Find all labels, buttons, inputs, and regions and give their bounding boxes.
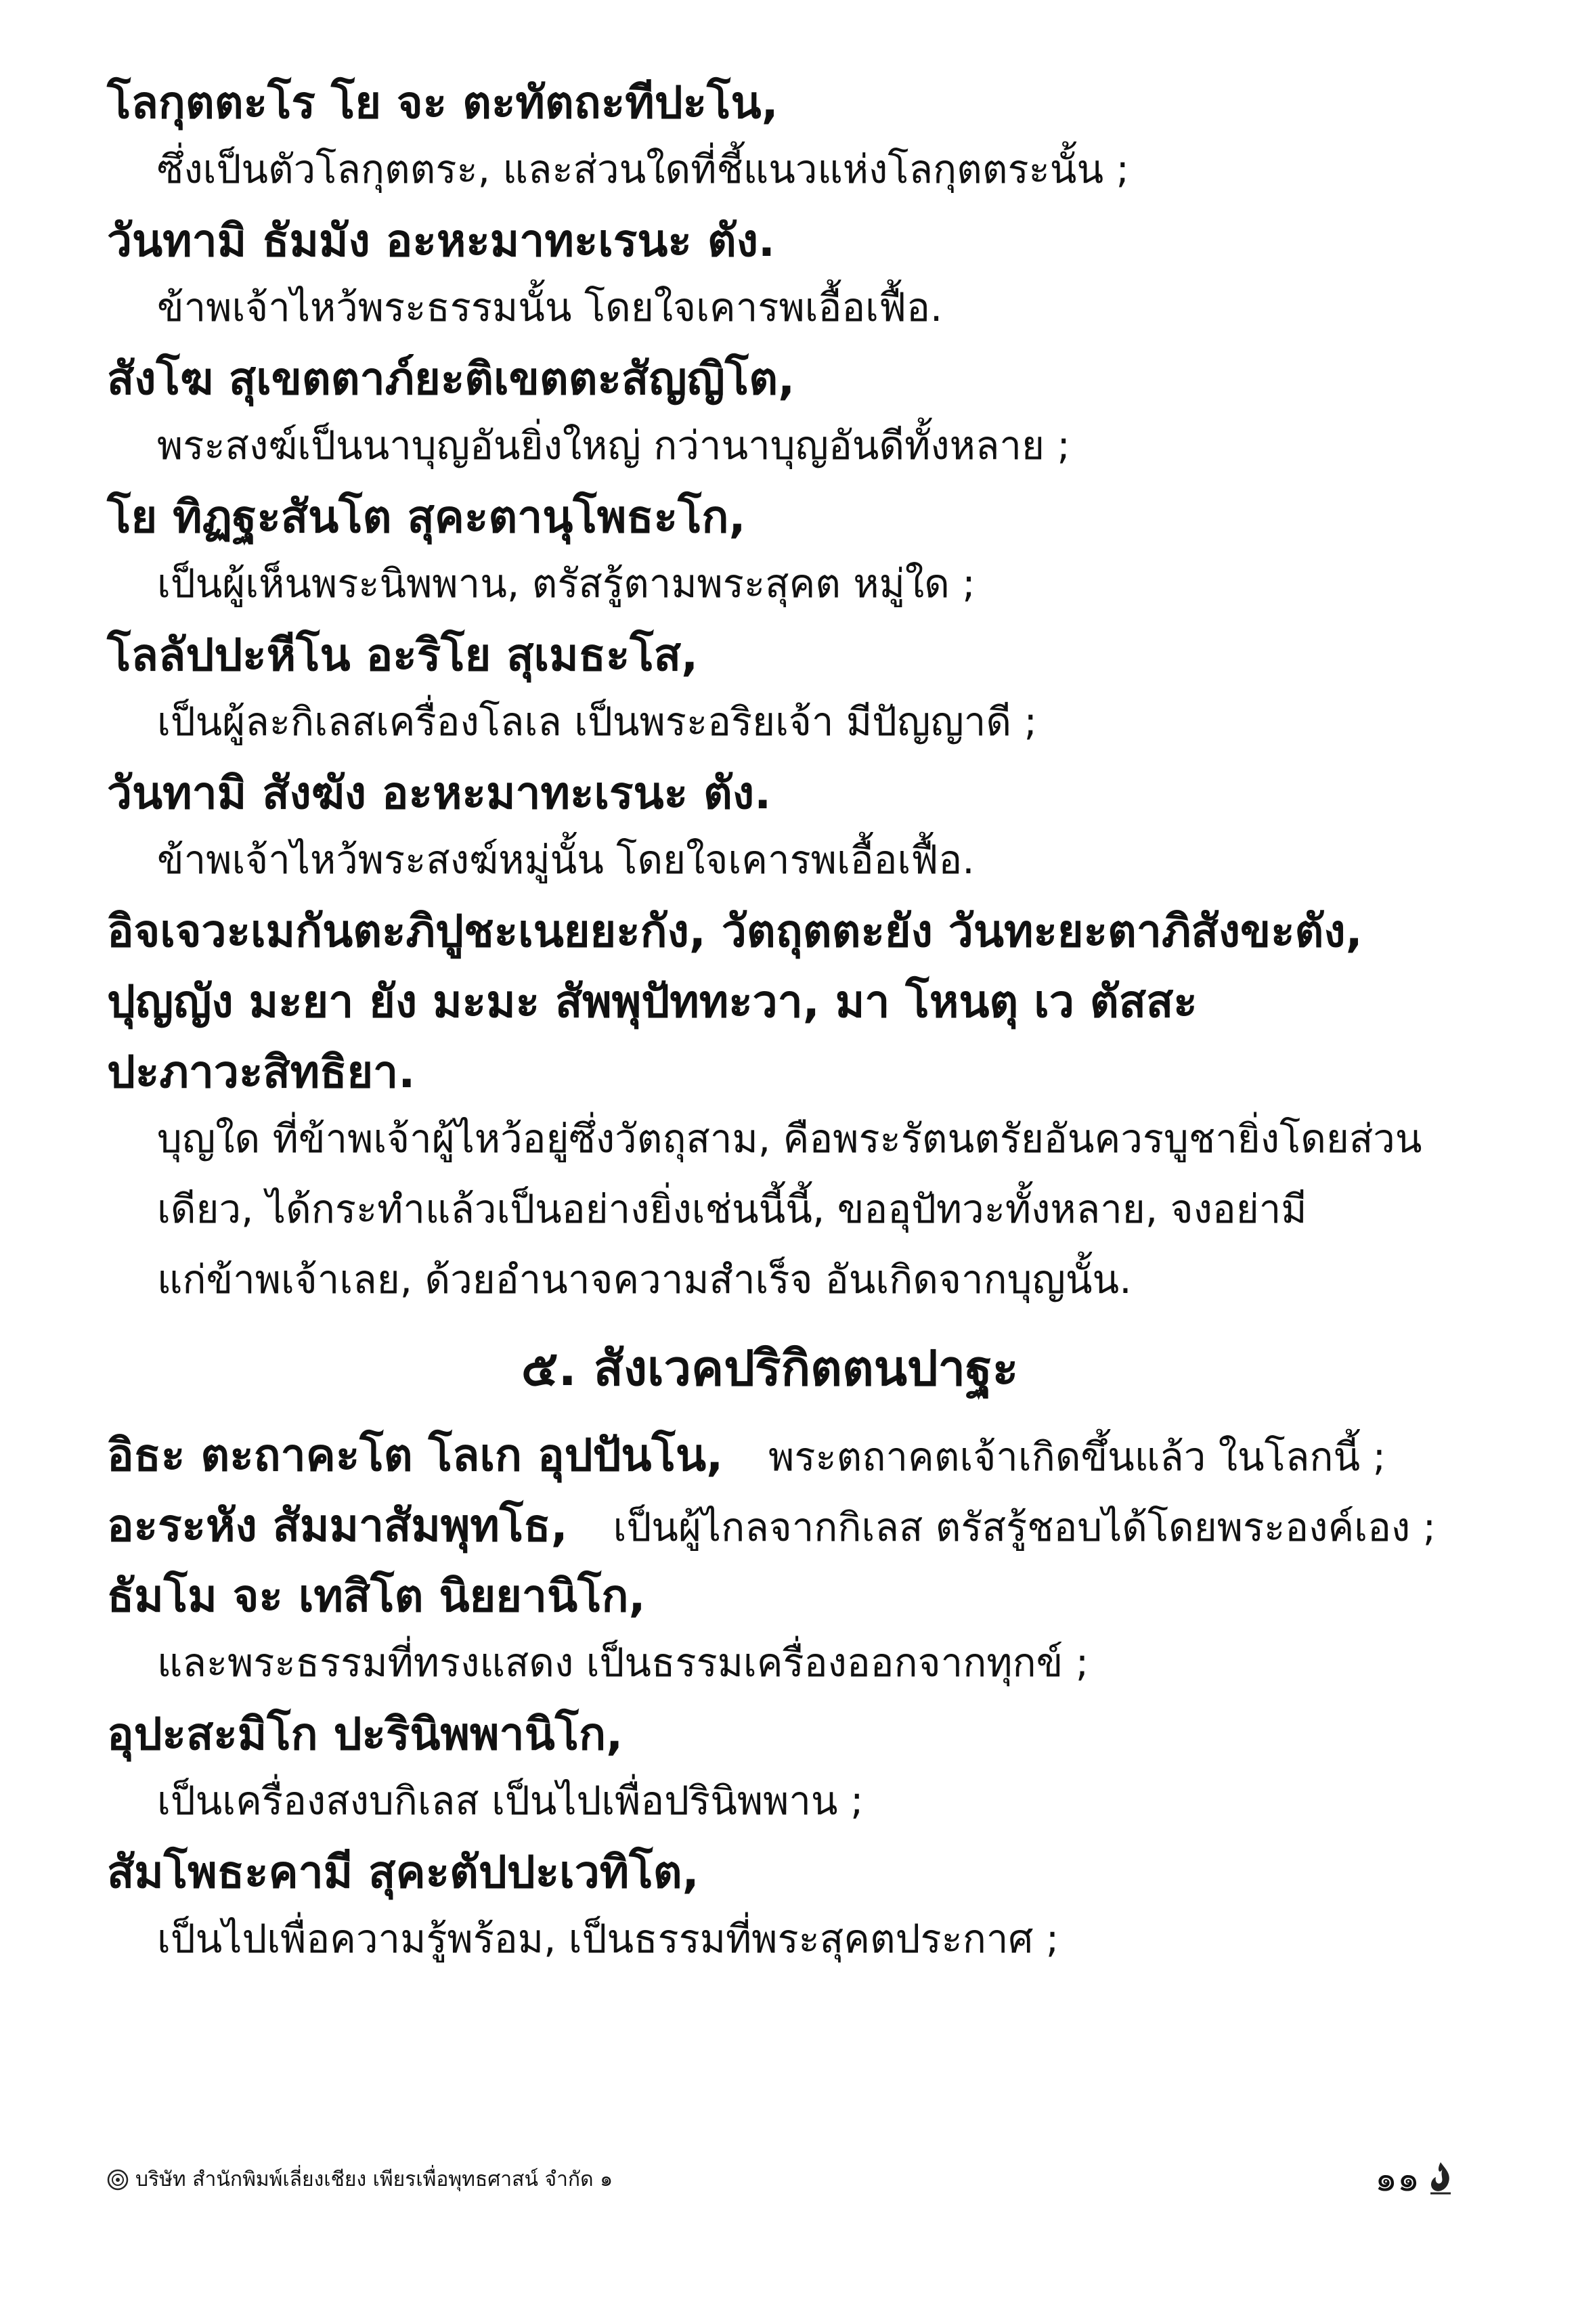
chant-pali-line: โย ทิฏฐะสันโต สุคะตานุโพธะโก, <box>107 491 746 543</box>
inline-translation: พระตถาคตเจ้าเกิดขึ้นแล้ว ในโลกนี้ ; <box>768 1434 1386 1480</box>
pali-text: อิธะ ตะถาคะโต โลเก อุปปันโน, <box>107 1429 724 1481</box>
publisher-logo-icon <box>107 2169 129 2191</box>
flame-ornament-icon <box>1425 2159 1456 2197</box>
chant-translation-line: เป็นผู้เห็นพระนิพพาน, ตรัสรู้ตามพระสุคต หมู่ใด ; <box>157 561 976 607</box>
chant-translation-line: พระสงฆ์เป็นนาบุญอันยิ่งใหญ่ กว่านาบุญอันดีทั้งหลาย ; <box>157 422 1070 468</box>
chant-pali-line: วันทามิ ธัมมัง อะหะมาทะเรนะ ตัง. <box>107 215 776 267</box>
chant-pali-line <box>107 1428 1386 1482</box>
chant-pali-line: ปะภาวะสิทธิยา. <box>107 1046 416 1098</box>
chant-translation-line: ข้าพเจ้าไหว้พระสงฆ์หมู่นั้น โดยใจเคารพเอื้อเฟื้อ. <box>157 837 975 883</box>
chant-translation-line: ข้าพเจ้าไหว้พระธรรมนั้น โดยใจเคารพเอื้อเฟื้อ. <box>157 284 943 330</box>
inline-translation: เป็นผู้ไกลจากกิเลส ตรัสรู้ชอบได้โดยพระองค์เอง ; <box>613 1504 1437 1550</box>
chant-pali-line: โลลัปปะหีโน อะริโย สุเมธะโส, <box>107 629 699 681</box>
chant-translation-line: เป็นผู้ละกิเลสเครื่องโลเล เป็นพระอริยเจ้า มีปัญญาดี ; <box>157 699 1037 745</box>
chant-pali-line: วันทามิ สังฆัง อะหะมาทะเรนะ ตัง. <box>107 767 772 819</box>
footer <box>107 2164 613 2195</box>
publisher-name: บริษัท สำนักพิมพ์เลี่ยงเชียง เพียรเพื่อพุทธศาสน์ จำกัด ๑ <box>135 2168 613 2191</box>
section-heading: ๕. สังเวคปริกิตตนปาฐะ <box>521 1340 1019 1397</box>
chant-translation-line: แก่ข้าพเจ้าเลย, ด้วยอำนาจความสำเร็จ อันเกิดจากบุญนั้น. <box>157 1256 1132 1302</box>
chant-translation-line: เป็นเครื่องสงบกิเลส เป็นไปเพื่อปรินิพพาน ; <box>157 1778 864 1824</box>
chant-translation-line: เดียว, ได้กระทำแล้วเป็นอย่างยิ่งเช่นนี้นี้, ขออุปัทวะทั้งหลาย, จงอย่ามี <box>157 1186 1307 1232</box>
chant-translation-line: และพระธรรมที่ทรงแสดง เป็นธรรมเครื่องออกจากทุกข์ ; <box>157 1640 1089 1686</box>
page-number-area <box>1375 2150 1456 2206</box>
chant-translation-line: บุญใด ที่ข้าพเจ้าผู้ไหว้อยู่ซึ่งวัตถุสาม, คือพระรัตนตรัยอันควรบูชายิ่งโดยส่วน <box>157 1116 1422 1162</box>
chant-pali-line: ธัมโม จะ เทสิโต นิยยานิโก, <box>107 1570 646 1622</box>
chant-pali-line: อิจเจวะเมกันตะภิปูชะเนยยะกัง, วัตถุตตะยัง วันทะยะตาภิสังขะตัง, <box>107 905 1363 957</box>
chant-pali-line: สังโฆ สุเขตตาภ์ยะติเขตตะสัญญิโต, <box>107 353 795 405</box>
chant-translation-line: ซึ่งเป็นตัวโลกุตตระ, และส่วนใดที่ชี้แนวแห่งโลกุตตระนั้น ; <box>157 146 1130 192</box>
chant-translation-line: เป็นไปเพื่อความรู้พร้อม, เป็นธรรมที่พระสุคตประกาศ ; <box>157 1916 1059 1962</box>
chant-pali-line: อุปะสะมิโก ปะรินิพพานิโก, <box>107 1708 623 1760</box>
chant-pali-line <box>107 1499 1436 1552</box>
pali-text: อะระหัง สัมมาสัมพุทโธ, <box>107 1499 568 1552</box>
chant-pali-line: สัมโพธะคามี สุคะตัปปะเวทิโต, <box>107 1846 699 1898</box>
chant-pali-line: ปุญญัง มะยา ยัง มะมะ สัพพุปัททะวา, มา โหนตุ เว ตัสสะ <box>107 975 1198 1028</box>
page-number: ๑๑ <box>1374 2159 1420 2199</box>
chant-pali-line: โลกุตตะโร โย จะ ตะทัตถะทีปะโน, <box>107 76 779 129</box>
